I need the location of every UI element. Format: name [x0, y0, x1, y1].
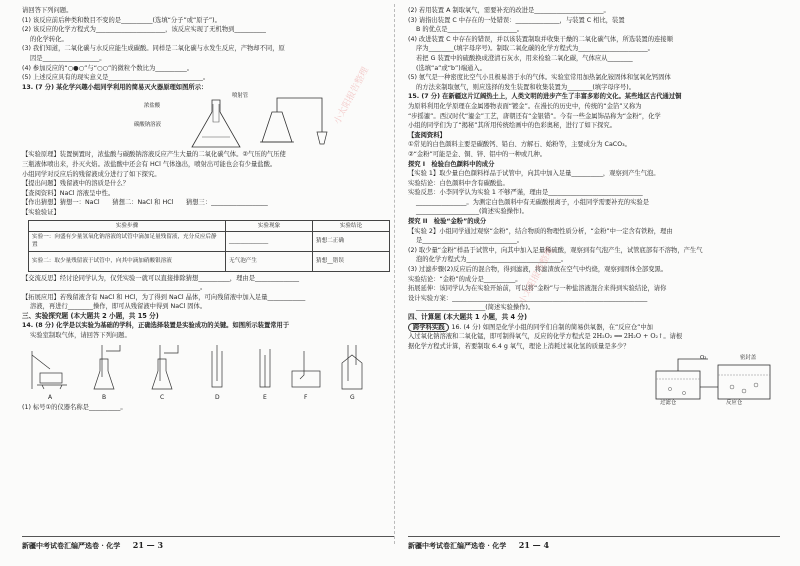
- q15-reference: ②“金粉”可能是金、铜、锌、铝中的一种或几种。: [408, 150, 547, 158]
- footer-rule: [22, 536, 394, 537]
- table-header: 实验现象: [226, 220, 313, 231]
- inquiry-2-heading: 探究 II 检验“金粉”的成分: [408, 218, 487, 226]
- inquiry-2-text: 泡的化学方程式为______________________________。: [416, 256, 568, 264]
- q14-item: B 的优点是______________________。: [416, 26, 524, 34]
- interdisciplinary-badge: 跨学科实践: [408, 323, 449, 333]
- footer-title: 新疆中考试卷汇编严选卷 · 化学: [408, 541, 507, 550]
- page-number: 21 — 4: [518, 540, 550, 550]
- fire-extinguisher-figure: [172, 92, 372, 150]
- q15-text: “步摇鎏”。西汉时代“鎏金”工艺，唐朝还有“金银错”。今有一些金属饰品称为“金粉”，化学: [408, 112, 661, 120]
- inquiry-2-text: 是______________________________。: [416, 237, 524, 245]
- apparatus-label: A: [48, 393, 53, 401]
- q16-text: 据化学方程式计算，若要制取 6.4 g 氧气，理论上消耗过氧化氢的质量是多少？: [408, 342, 630, 350]
- q13-text: 【作出猜想】猜想一：NaCl 猜想二：NaCl 和 HCl 猜想三：__________________: [22, 199, 268, 207]
- intro-line: 请回答下列问题。: [22, 7, 73, 14]
- left-column: [22, 6, 394, 412]
- q13-extension: 【拓展应用】若残留液含有 NaCl 和 HCl，为了得到 NaCl 晶体，可向残留液中加入足量____________: [22, 293, 306, 301]
- q13-extension: 溶液，再进行________操作，即可从残留液中得到 NaCl 固体。: [30, 303, 207, 311]
- watermark: 小太阳报告整理: [332, 65, 372, 127]
- q16-line: [408, 323, 780, 333]
- watermark: 小太阳报告整理: [517, 245, 557, 307]
- q14-item: 若把 G 装置中的硫酸换成澄清石灰水，用来检验二氧化碳，气体应从________: [416, 54, 633, 62]
- q13-reflection: 【交流反思】经讨论同学认为，仅凭实验一就可以直接排除猜想__________，理由是______________: [22, 274, 300, 282]
- section-heading: 四、计算题 (本大题共 1 小题，共 4 分): [408, 313, 527, 321]
- q13-text: 小组同学对反应后的残留液成分进行了如下探究。: [22, 170, 161, 178]
- footer-title: 新疆中考试卷汇编严选卷 · 化学: [22, 541, 121, 550]
- table-cell: 实验二：取少量残留液于试管中，向其中滴加硝酸银溶液: [29, 251, 226, 271]
- footer-rule: [408, 536, 780, 537]
- q14-item: (5) 氨气是一种密度比空气小且极易溶于水的气体。实验室常用加热氯化铵固体和氢氧化钙固体: [408, 74, 671, 82]
- table-cell: ______________: [226, 231, 313, 251]
- right-column: [408, 6, 780, 407]
- apparatus-label: F: [304, 393, 308, 401]
- table-cell: 无气泡产生: [226, 251, 313, 271]
- apparatus-label: C: [160, 393, 165, 401]
- q14-item: (选填“a”或“b”)端通入。: [416, 64, 486, 72]
- label-spray-tube: 喷射管: [232, 93, 249, 100]
- table-header: 实验结论: [313, 220, 390, 231]
- right-footer: [408, 540, 549, 551]
- table-header: 实验步骤: [29, 220, 226, 231]
- label-oxygen: O₂: [700, 355, 707, 362]
- inquiry-1-text: 【实验 1】取少量白色颜料样品于试管中，向其中加入足量__________，观察到产生气泡。: [408, 170, 660, 178]
- inquiry-2-text: ______________________(简述实验操作)。: [416, 304, 535, 312]
- table-row: [29, 251, 390, 271]
- q12-item: (4) 参加反应的“○●○”与“○○”的微粒个数比为__________。: [22, 64, 194, 72]
- apparatus-label: G: [350, 393, 355, 401]
- q15-reference: ①常见的白色颜料主要是碳酸钙、铅白、方解石、蛤粉等，主要成分为 CaCO₃。: [408, 141, 631, 149]
- q12-item: (2) 该反应的化学方程式为______________________，该反应实现了无机物到__________: [22, 26, 266, 34]
- inquiry-2-text: (2) 取少量“金粉”样品于试管中，向其中加入足量稀硫酸，观察到有气泡产生，试管底部有不溶物，产生气: [408, 246, 703, 254]
- q16-figure: [408, 351, 780, 407]
- q13-text: 三瓶液体喷出来，扑灭火焰。浓盐酸中还会有 HCl 气体逸出，喷射出可能也会有少量盐酸。: [22, 160, 277, 168]
- inquiry-1-text: 实验反思：小李同学认为实验 1 不够严谨，理由是______________________________: [408, 189, 643, 197]
- q14-item: (4) 改进装置 C 中存在的错误，并以该装置制取并收集干燥的二氧化碳气体，所选装置的连接顺: [408, 35, 673, 43]
- q13-text: 【实验原理】装置倒置时，浓盐酸与碳酸钠溶液反应产生大量的二氧化碳气体。②气压的气压使: [22, 151, 286, 159]
- label-filter-chamber: 过滤仓: [660, 400, 677, 407]
- q16-text: 16. (4 分) 如图是化学小组的同学们自制的简易供氧器，在“反应仓”中加: [451, 323, 653, 331]
- q12-item: (3) 我们知道，二氧化碳与水反应能生成碳酸。同样是二氧化碳与水发生反应，产物却不同，原: [22, 45, 285, 53]
- apparatus-label: B: [102, 393, 107, 401]
- q14-item: (2) 若用装置 A 制取氧气，需要补充的改进是______________________。: [408, 7, 610, 14]
- column-divider: [394, 4, 395, 544]
- inquiry-1-text: 实验结论：白色颜料中含有碳酸盐。: [408, 179, 509, 187]
- q12-item: 因是__________________。: [30, 54, 106, 62]
- q14-item: 的方法来制取氨气，则应选择的发生装置和收集装置为________(填字母序号)。: [416, 83, 636, 91]
- apparatus-label: E: [263, 393, 267, 401]
- table-row: [29, 231, 390, 251]
- q15-reference-heading: 【查阅资料】: [408, 131, 446, 139]
- page-number: 21 — 3: [132, 540, 164, 550]
- q15-text: 小组的同学们为了“揭秘”其所用传统绘画中的色彩奥秘，进行了如下探究。: [408, 122, 617, 130]
- q14-apparatus-figure: [22, 341, 394, 403]
- experiment-table: [28, 220, 390, 272]
- inquiry-1-heading: 探究 I 检验白色颜料中的成分: [408, 160, 495, 168]
- q15-title: 15. (7 分) 在新疆这片辽阔热土上，人类文明的进步产生了丰富多彩的文化。某些地区古代通过铜: [408, 93, 682, 101]
- q13-reflection: ______________________________________________________。: [30, 284, 207, 292]
- q14-item: 序为________(填字母序号)。制取二氧化碳的化学方程式为______________________。: [416, 45, 654, 53]
- q16-text: 入过氧化钠溶液和二氧化锰，即可制得氧气，反应的化学方程式是 2H₂O₂ ══ 2H₂O + O₂↑。请根: [408, 333, 683, 341]
- inquiry-1-text: ____________________(简述实验操作)。: [416, 208, 528, 216]
- q13-title: 13. (7 分) 某化学兴趣小组同学利用的简易灭火器原理如图所示：: [22, 83, 208, 91]
- apparatus-label: D: [215, 393, 220, 401]
- q14-q1: (1) 标号①的仪器名称是__________。: [22, 403, 127, 411]
- label-na2co3: 碳酸钠溶液: [134, 122, 161, 129]
- q13-text: 【实验验证】: [22, 208, 60, 216]
- table-header-row: [29, 220, 390, 231]
- q13-text: 【提出问题】残留液中的溶质是什么？: [22, 180, 130, 188]
- inquiry-2-text: 实验结论：“金粉”的成分是__________。: [408, 275, 522, 283]
- table-cell: 实验一：向盛有少量氢氧化钠溶液的试管中滴加足量残留液，充分反应后静置: [29, 231, 226, 251]
- label-sealed-lid: 密封盖: [740, 355, 757, 362]
- label-reaction-chamber: 反应仓: [726, 400, 743, 407]
- q13-figure: [22, 92, 394, 150]
- oxygen-generator-figure: [648, 351, 778, 403]
- q14-title: 14. (8 分) 化学是以实验为基础的学科，正确选择装置是实验成功的关键。如图所示装置常用于: [22, 322, 290, 330]
- q14-item: (3) 请指出装置 C 中存在的一处错误：______________，与装置 C 相比，装置: [408, 16, 625, 24]
- q12-item: 的化学转化。: [30, 35, 68, 43]
- apparatus-drawings: [22, 341, 394, 393]
- q15-text: 为原料利用化学原理在金属器物表面“镀金”。在漫长的历史中，传统的“金箔”又称为: [408, 102, 642, 110]
- table-cell: 猜想__错误: [313, 251, 390, 271]
- inquiry-2-text: (3) 过滤步骤(2)反应后的混合物，得到滤液，将滤渣放在空气中灼烧，观察到固体全部变黑。: [408, 266, 668, 274]
- left-footer: [22, 540, 163, 551]
- inquiry-2-text: 设计实验方案：______________________________________________________________: [408, 294, 648, 302]
- inquiry-2-text: 【实验 2】小组同学通过观察“金粉”，结合物质的物理性质分析，“金粉”中一定含有铁粉，理由: [408, 227, 673, 235]
- section-heading: 三、实验探究题 (本大题共 2 小题，共 15 分): [22, 311, 159, 320]
- q12-item: (5) 上述反应具有的现实意义是______________________________。: [22, 74, 210, 82]
- inquiry-1-text: ________________。为测定白色颜料中有无碳酸根离子，小组同学需要补充的实验是: [416, 198, 649, 206]
- q14-subtitle: 实验室制取气体，请回答下列问题。: [30, 332, 131, 340]
- q13-text: 【查阅资料】NaCl 溶液呈中性。: [22, 189, 115, 197]
- label-conc-hcl: 浓盐酸: [144, 103, 161, 110]
- inquiry-2-text: 拓展延伸：该同学认为在实验开始前，可以将“金粉”与一种盐溶液混合来得到实验结论，请你: [408, 285, 667, 293]
- q12-item: (1) 该反应前后种类和数目不变的是__________(选填“分子”或“原子”)。: [22, 16, 221, 24]
- table-cell: 猜想二正确: [313, 231, 390, 251]
